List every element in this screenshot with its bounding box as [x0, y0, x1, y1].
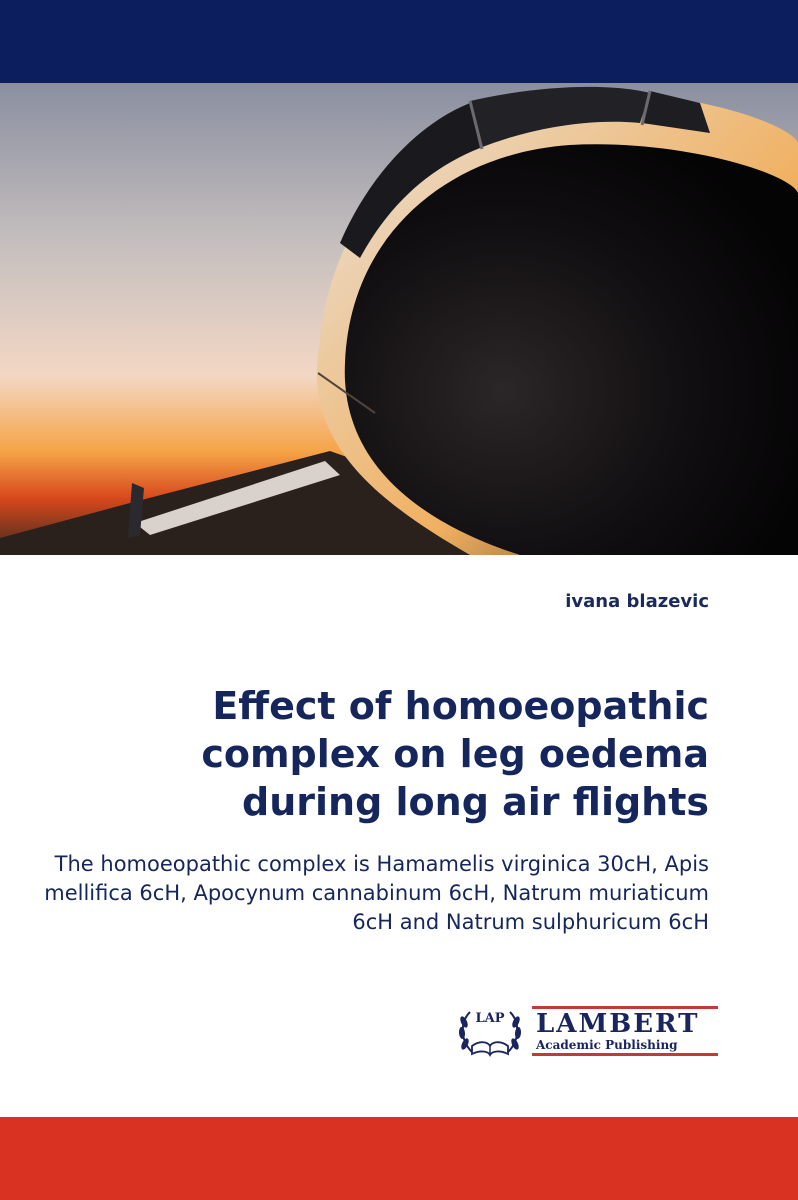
- author-name: ivana blazevic: [565, 591, 709, 612]
- publisher-rule-bottom: [532, 1053, 718, 1056]
- cover-photo-airplane: [0, 83, 798, 555]
- bottom-color-bar: [0, 1117, 798, 1200]
- publisher-subtitle: Academic Publishing: [536, 1038, 678, 1052]
- book-subtitle: The homoeopathic complex is Hamamelis virginica 30cH, Apis mellifica 6cH, Apocynum cannabinum 6cH, Natrum muriaticum 6cH and Natrum sulphuricum 6cH: [44, 852, 709, 934]
- publisher-logo: [456, 1000, 718, 1062]
- top-color-bar: [0, 0, 798, 83]
- publisher-mark-text: LAP: [475, 1011, 505, 1026]
- publisher-name: LAMBERT: [536, 1009, 700, 1039]
- airplane-icon: [0, 83, 798, 555]
- book-title: Effect of homoeopathic complex on leg oedema during long air flights: [201, 684, 709, 824]
- laurel-book-icon: [456, 1000, 524, 1062]
